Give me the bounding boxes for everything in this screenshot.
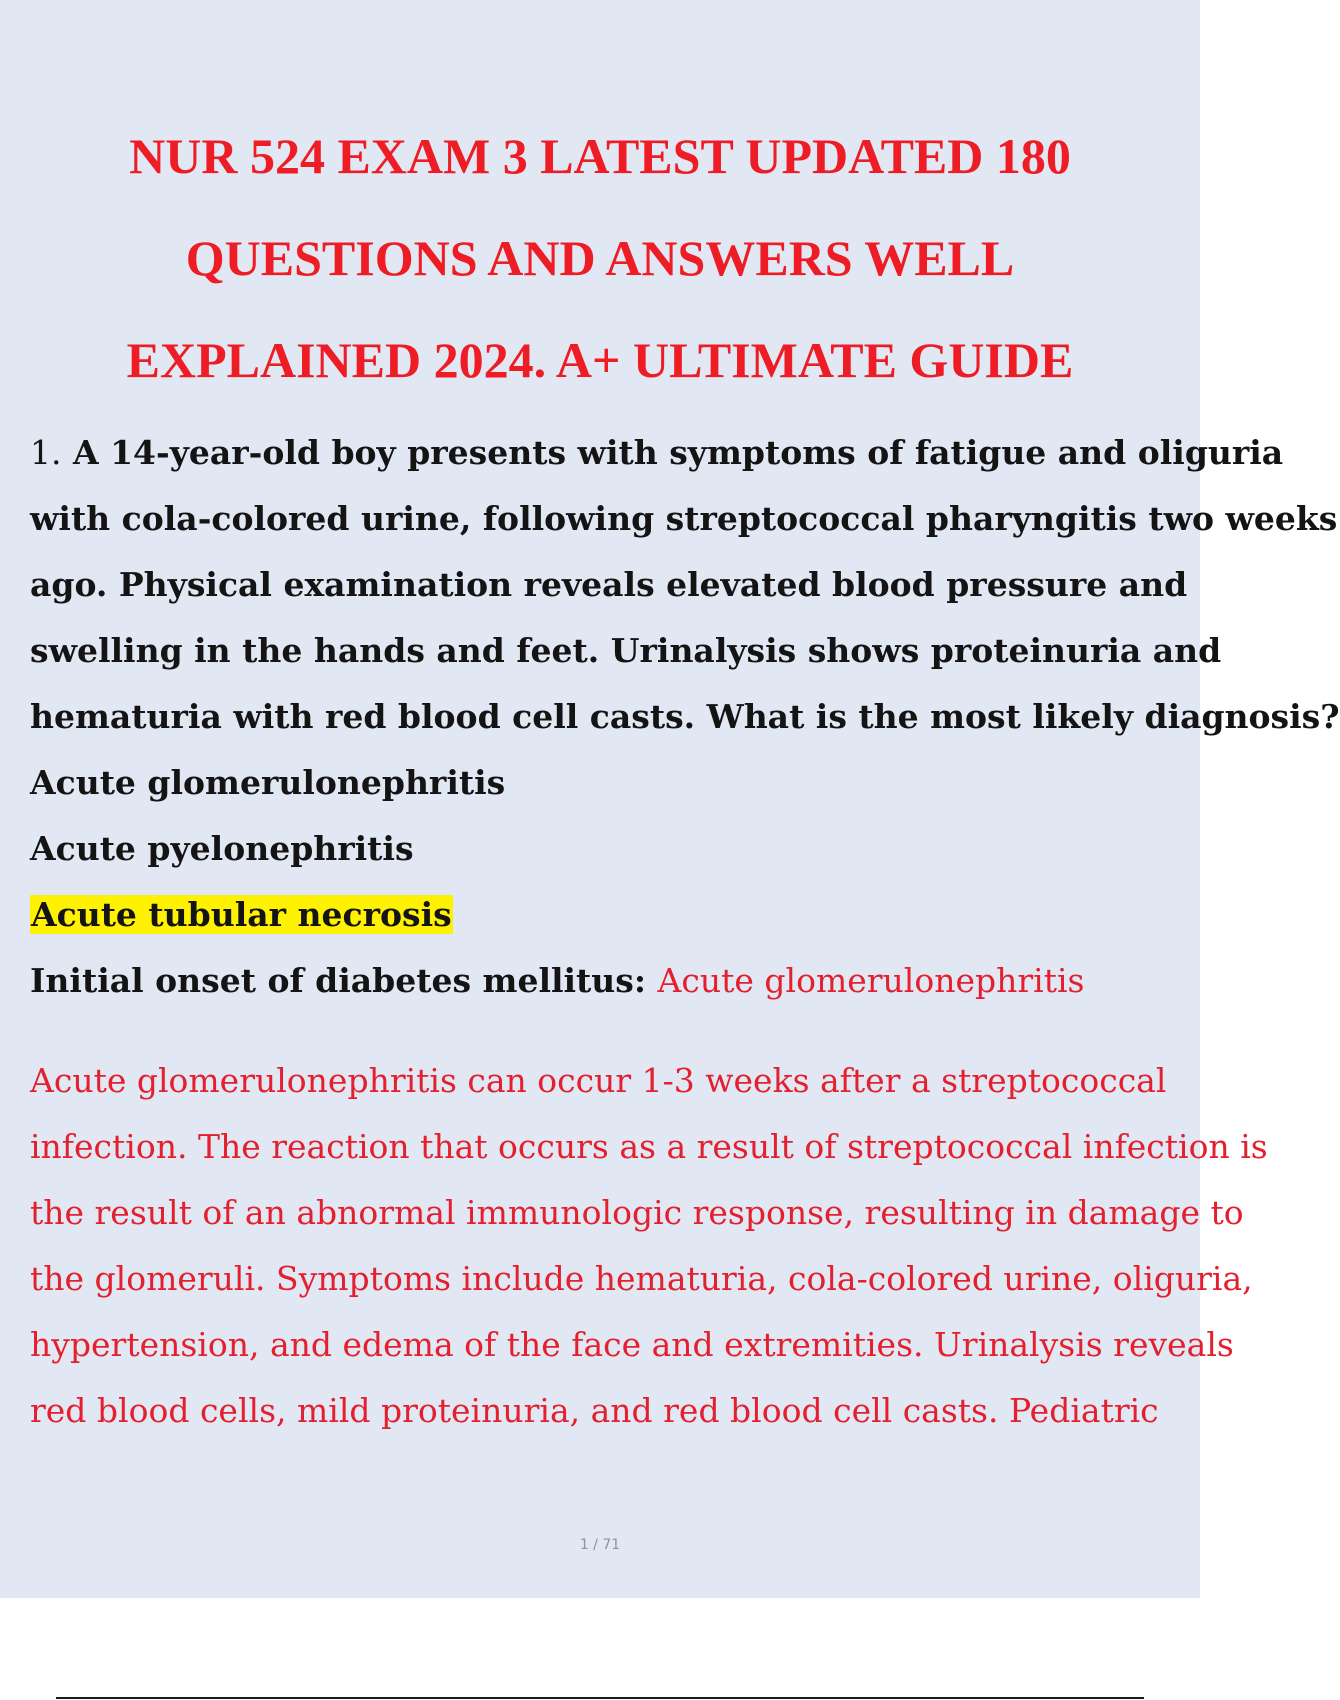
- explanation-line: the glomeruli. Symptoms include hematuria, cola-colored urine, oliguria,: [30, 1259, 1253, 1298]
- document-body: [30, 420, 1340, 1444]
- question-line: A 14-year-old boy presents with symptoms of fatigue and oliguria: [73, 433, 1284, 472]
- explanation-line: hypertension, and edema of the face and extremities. Urinalysis reveals: [30, 1325, 1234, 1364]
- question-line: ago. Physical examination reveals elevated blood pressure and: [30, 565, 1188, 604]
- correct-answer: Acute glomerulonephritis: [657, 961, 1085, 1000]
- divider: [56, 1697, 1144, 1699]
- question-line: swelling in the hands and feet. Urinalysis shows proteinuria and: [30, 631, 1222, 670]
- option-text: Acute pyelonephritis: [30, 829, 414, 868]
- question-line: hematuria with red blood cell casts. What is the most likely diagnosis?: [30, 697, 1340, 736]
- answer-explanation: [30, 1048, 1268, 1444]
- explanation-line: Acute glomerulonephritis can occur 1-3 weeks after a streptococcal: [30, 1061, 1167, 1100]
- answer-option-highlighted: [30, 882, 1200, 948]
- answer-option: [30, 750, 1200, 816]
- question-line: with cola-colored urine, following streptococcal pharyngitis two weeks: [30, 499, 1338, 538]
- page-indicator: 1 / 71: [579, 1537, 621, 1553]
- title-line: NUR 524 EXAM 3 LATEST UPDATED 180: [129, 128, 1071, 184]
- question-stem: [30, 420, 1340, 750]
- title-line: EXPLAINED 2024. A+ ULTIMATE GUIDE: [126, 332, 1074, 388]
- title-line: QUESTIONS AND ANSWERS WELL: [185, 230, 1015, 286]
- question-number: 1.: [30, 433, 62, 472]
- explanation-line: infection. The reaction that occurs as a result of streptococcal infection is: [30, 1127, 1268, 1166]
- highlighted-option-text: Acute tubular necrosis: [31, 895, 452, 934]
- document-title: [20, 105, 1180, 411]
- explanation-line: red blood cells, mild proteinuria, and red blood cell casts. Pediatric: [30, 1391, 1159, 1430]
- answer-option: [30, 948, 1200, 1014]
- explanation-line: the result of an abnormal immunologic response, resulting in damage to: [30, 1193, 1244, 1232]
- answer-option: [30, 816, 1200, 882]
- option-text: Initial onset of diabetes mellitus:: [30, 961, 647, 1000]
- option-text: Acute glomerulonephritis: [30, 763, 506, 802]
